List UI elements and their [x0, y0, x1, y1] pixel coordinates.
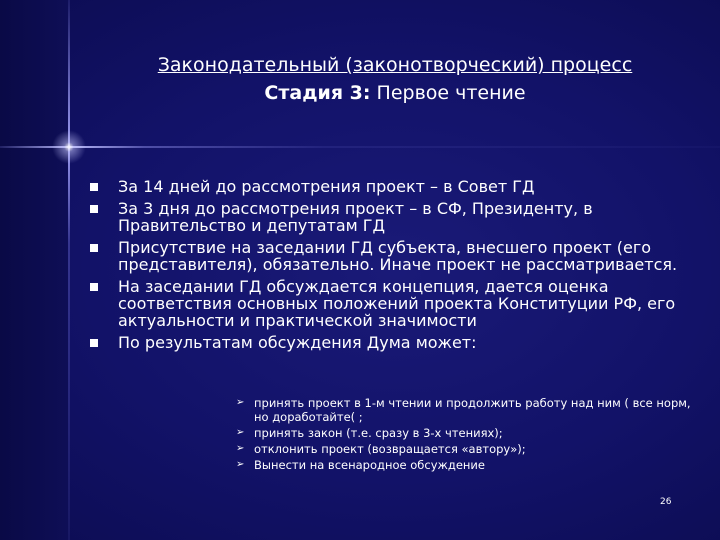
bullet-text: Присутствие на заседании ГД субъекта, внесшего проект (его представителя), обязательно. Иначе проект не рассматривается. — [118, 238, 678, 274]
bullet-text: По результатам обсуждения Дума может: — [118, 333, 477, 352]
square-bullet-icon — [90, 283, 98, 291]
title-heading: Законодательный (законотворческий) процесс — [157, 54, 633, 76]
square-bullet-icon — [90, 339, 98, 347]
sub-list-item — [236, 458, 706, 472]
page-number: 26 — [660, 497, 672, 507]
sub-bullet-list — [236, 396, 706, 474]
sub-bullet-text: отклонить проект (возвращается «автору»); — [254, 442, 526, 456]
bullet-text: За 14 дней до рассмотрения проект – в Совет ГД — [118, 177, 535, 196]
square-bullet-icon — [90, 244, 98, 252]
bullet-text: За 3 дня до рассмотрения проект – в СФ, Президенту, в Правительство и депутатам ГД — [118, 199, 593, 235]
arrowhead-bullet-icon: ➢ — [236, 427, 245, 438]
bullet-text: На заседании ГД обсуждается концепция, дается оценка соответствия основных положений проекта Конституции РФ, его актуальности и практической значимости — [118, 277, 676, 330]
stage-name: Первое чтение — [370, 82, 526, 104]
slide-title — [70, 52, 720, 108]
square-bullet-icon — [90, 183, 98, 191]
title-subheading — [70, 78, 720, 108]
arrowhead-bullet-icon: ➢ — [236, 443, 245, 454]
sub-list-item — [236, 396, 706, 424]
sub-list-item — [236, 442, 706, 456]
list-item — [86, 334, 706, 351]
list-item — [86, 278, 706, 329]
list-item — [86, 200, 706, 234]
sub-list-item — [236, 426, 706, 440]
sub-bullet-text: принять проект в 1-м чтении и продолжить работу над ним ( все норм, но доработайте( ; — [254, 396, 691, 424]
list-item — [86, 178, 706, 195]
sub-bullet-text: Вынести на всенародное обсуждение — [254, 458, 485, 472]
stage-label: Стадия 3: — [264, 82, 371, 104]
left-decorative-band — [0, 0, 68, 540]
arrowhead-bullet-icon: ➢ — [236, 459, 245, 470]
list-item — [86, 239, 706, 273]
arrowhead-bullet-icon: ➢ — [236, 397, 245, 408]
square-bullet-icon — [90, 205, 98, 213]
star-flare-horizontal — [0, 146, 720, 148]
main-bullet-list — [86, 178, 706, 356]
sub-bullet-text: принять закон (т.е. сразу в 3-х чтениях); — [254, 426, 503, 440]
star-glow-icon — [52, 130, 86, 164]
